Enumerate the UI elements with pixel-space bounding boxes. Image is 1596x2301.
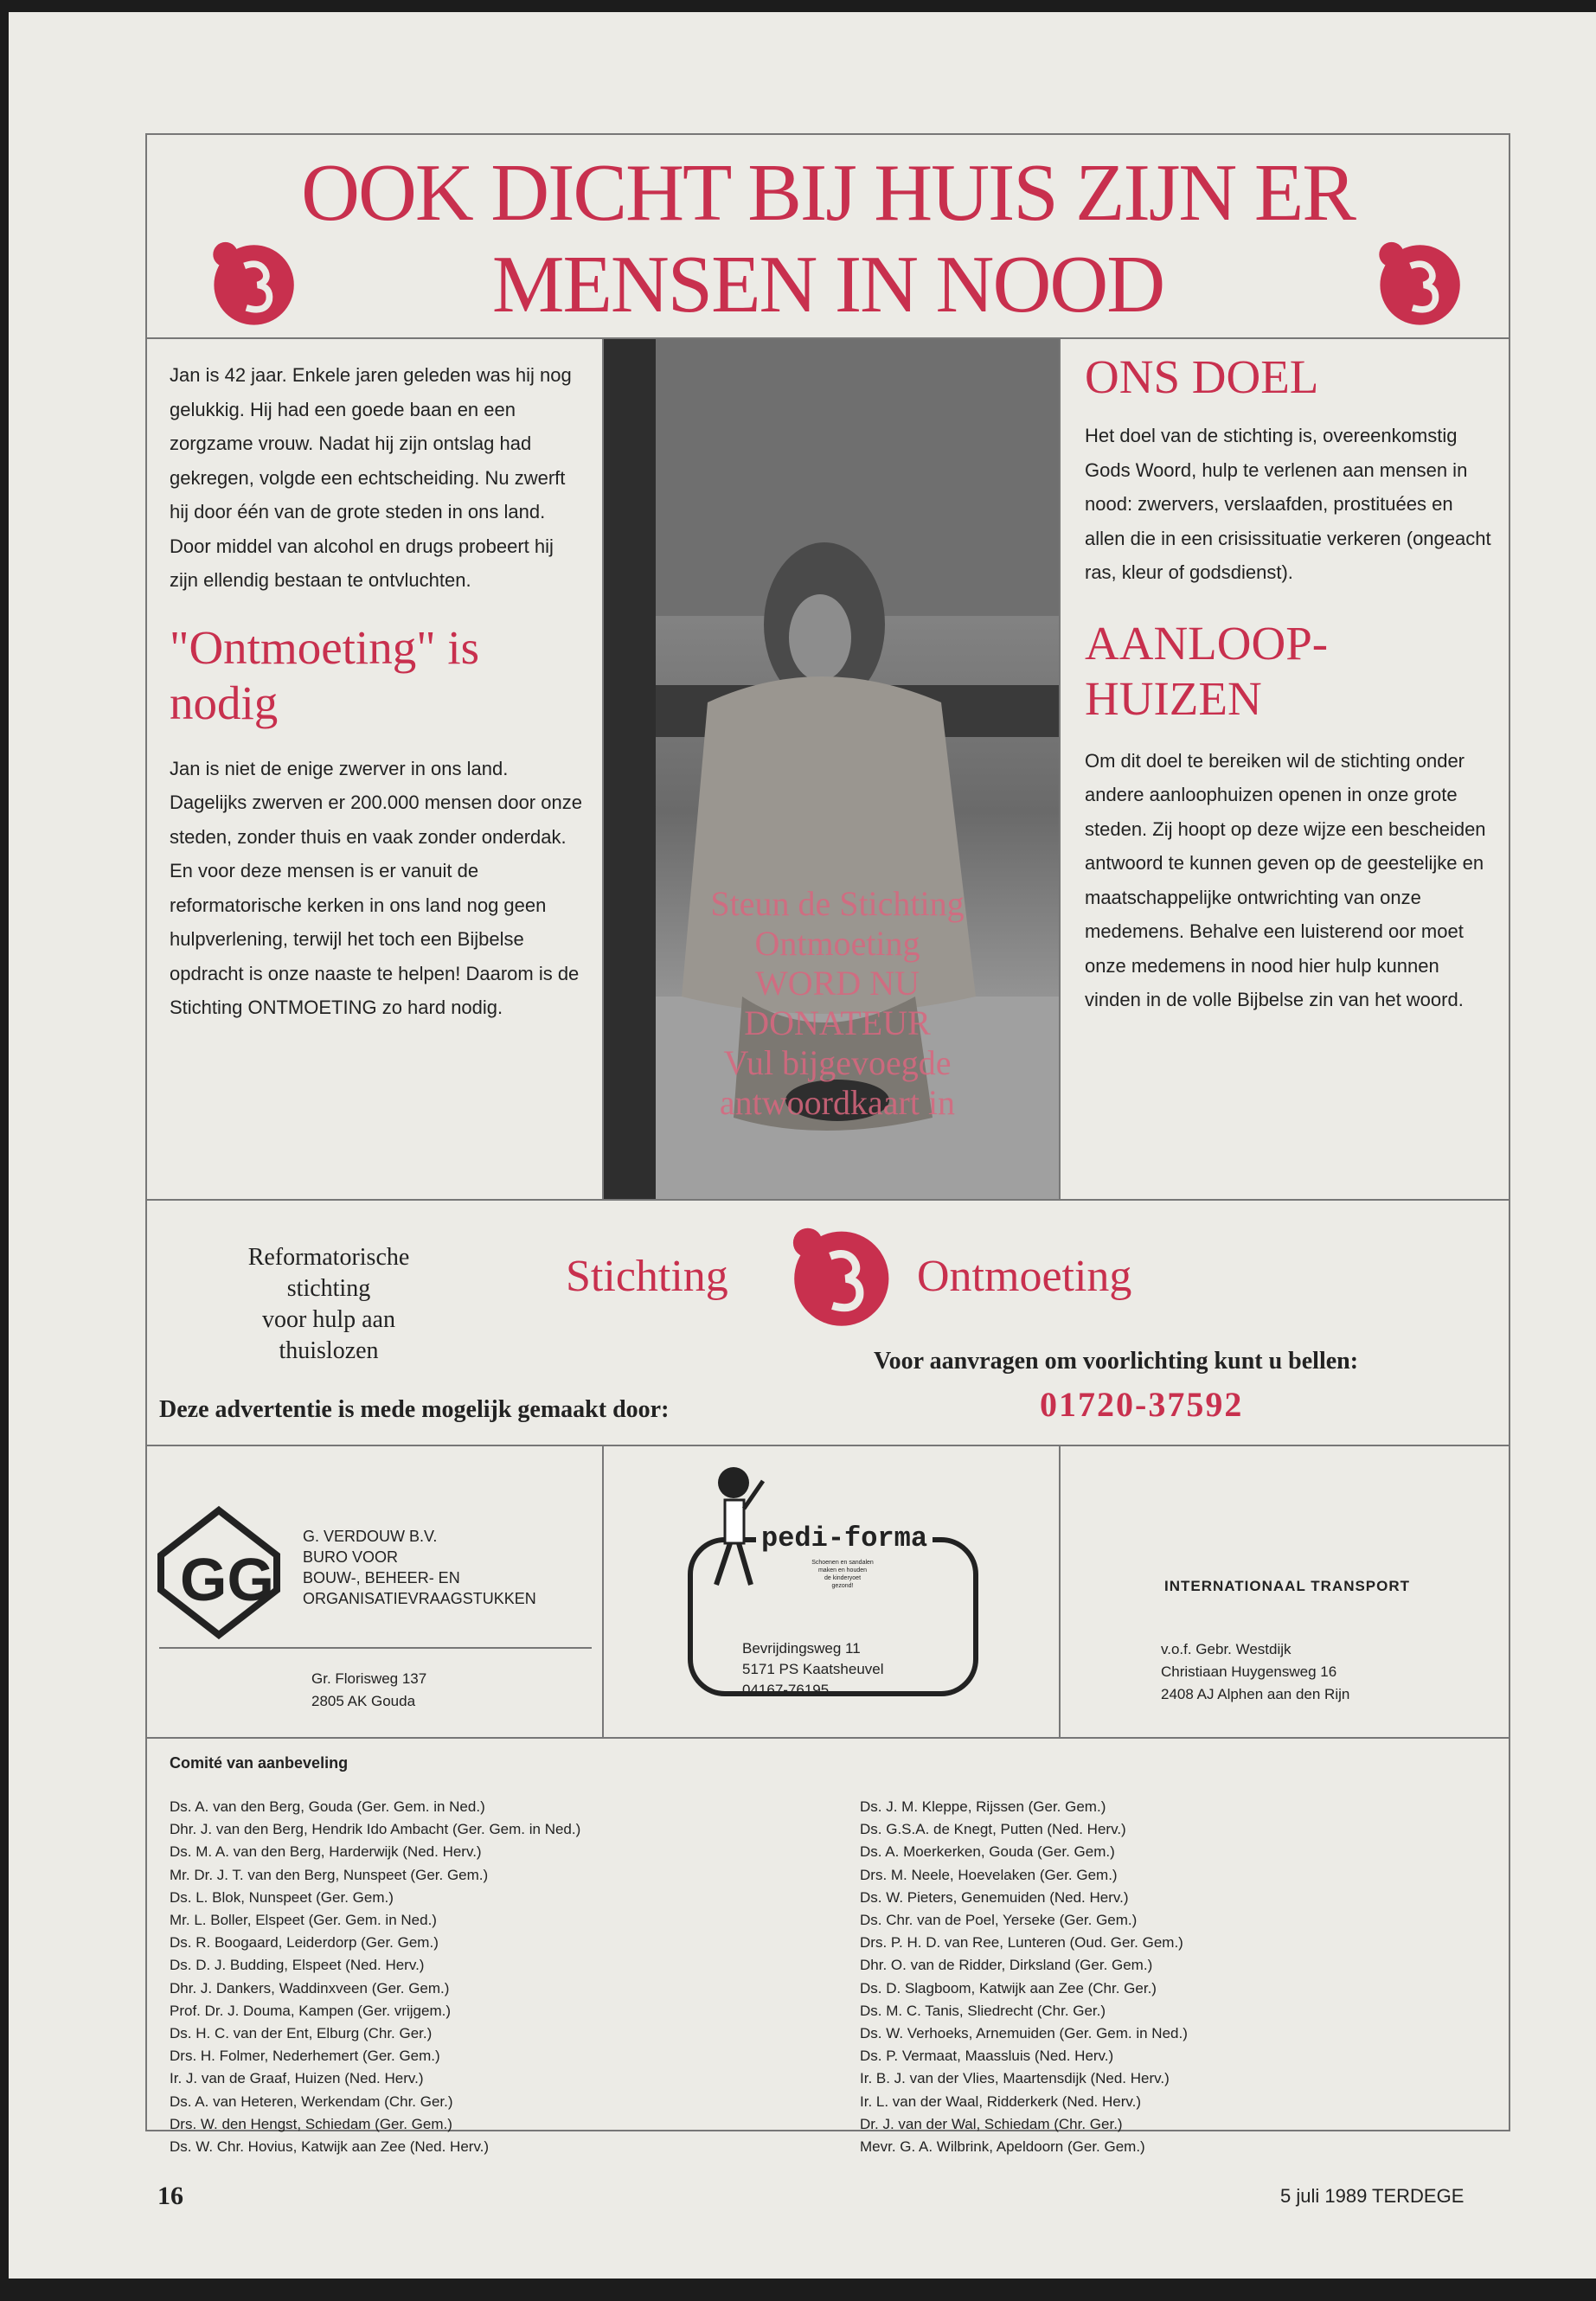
list-item: Ir. J. van de Graaf, Huizen (Ned. Herv.) (170, 2070, 424, 2087)
list-item: Ds. L. Blok, Nunspeet (Ger. Gem.) (170, 1888, 394, 1906)
left-column (147, 339, 604, 1199)
westdijk-address-line: Christiaan Huygensweg 16 (1161, 1663, 1337, 1680)
westdijk-address-line: 2408 AJ Alphen aan den Rijn (1161, 1686, 1350, 1702)
photo-column (604, 339, 1061, 1199)
tagline (199, 1242, 458, 1367)
list-item: Ds. Chr. van de Poel, Yerseke (Ger. Gem.) (860, 1912, 1138, 1929)
tagline-line: Reformatorische (247, 1244, 410, 1271)
list-item: Ds. R. Boogaard, Leiderdorp (Ger. Gem.) (170, 1934, 439, 1952)
sponsored-by: Deze advertentie is mede mogelijk gemaakt door: (159, 1396, 670, 1423)
ontmoeting-heading: "Ontmoeting" is nodig (170, 620, 480, 729)
magazine-page (9, 12, 1596, 2279)
info-line: Voor aanvragen om voorlichting kunt u bellen: (874, 1348, 1359, 1375)
overlay-line: Vul bijgevoegde (723, 1043, 952, 1082)
verdouw-name-line: BURO VOOR (303, 1548, 399, 1566)
list-item: Dr. J. van der Wal, Schiedam (Chr. Ger.) (860, 2115, 1123, 2132)
divider (159, 1647, 592, 1649)
verdouw-name-line: ORGANISATIEVRAAGSTUKKEN (303, 1590, 536, 1607)
ontmoeting-body: Jan is niet de enige zwerver in ons land. Dagelijks zwerven er 200.000 mensen door onze steden, zonder thuis en vaak zonder onderdak. En voor deze mensen is er vanuit de reformatorische kerken in ons land nog geen hulpverlening, terwijl het toch een Bijbelse opdracht is onze naaste te helpen! Daarom is de Stichting ONTMOETING zo hard nodig. (170, 757, 582, 1018)
westdijk-title: INTERNATIONAAL TRANSPORT (1164, 1578, 1411, 1594)
list-item: Ds. A. Moerkerken, Gouda (Ger. Gem.) (860, 1843, 1115, 1861)
list-item: Dhr. J. Dankers, Waddinxveen (Ger. Gem.) (170, 1979, 450, 1997)
list-item: Drs. P. H. D. van Ree, Lunteren (Oud. Ger. Gem.) (860, 1934, 1183, 1952)
overlay-line: antwoordkaart in (719, 1083, 956, 1122)
list-item: Ds. A. van Heteren, Werkendam (Chr. Ger.) (170, 2093, 453, 2110)
comite-title: Comité van aanbeveling (170, 1754, 349, 1772)
list-item: Drs. H. Folmer, Nederhemert (Ger. Gem.) (170, 2048, 440, 2065)
issue-info: 5 juli 1989 TERDEGE (1280, 2185, 1465, 2207)
tagline-line: thuislozen (279, 1337, 379, 1364)
pedi-address-line: 5171 PS Kaatsheuvel (742, 1661, 884, 1677)
verdouw-name-line: BOUW-, BEHEER- EN (303, 1569, 460, 1586)
tagline-line: stichting (286, 1275, 371, 1302)
advertisement (145, 133, 1510, 2156)
list-item: Prof. Dr. J. Douma, Kampen (Ger. vrijgem.) (170, 2002, 451, 2019)
list-item: Mr. Dr. J. T. van den Berg, Nunspeet (Ger. Gem.) (170, 1866, 489, 1883)
sponsor-pedi-forma (604, 1446, 1061, 1737)
brand-word-stichting: Stichting (566, 1252, 728, 1301)
headline (147, 147, 1509, 330)
verdouw-address-line: 2805 AK Gouda (311, 1693, 416, 1709)
list-item: Ds. D. Slagboom, Katwijk aan Zee (Chr. Ger.) (860, 1979, 1157, 1997)
pedi-slogan-line: de kinderyoet (824, 1575, 862, 1581)
list-item: Ds. D. J. Budding, Elspeet (Ned. Herv.) (170, 1957, 425, 1974)
list-item: Dhr. J. van den Berg, Hendrik Ido Ambacht (Ger. Gem. in Ned.) (170, 1821, 581, 1838)
list-item: Mr. L. Boller, Elspeet (Ger. Gem. in Ned.) (170, 1912, 437, 1929)
ontmoeting-logo-icon (201, 234, 296, 329)
list-item: Ds. W. Pieters, Genemuiden (Ned. Herv.) (860, 1888, 1129, 1906)
verdouw-name (303, 1526, 536, 1609)
sponsor-westdijk (1061, 1446, 1509, 1737)
list-item: Drs. W. den Hengst, Schiedam (Ger. Gem.) (170, 2115, 452, 2132)
pedi-address-line: Bevrijdingsweg 11 (742, 1640, 861, 1657)
list-item: Ir. L. van der Waal, Ridderkerk (Ned. Herv.) (860, 2093, 1141, 2110)
ontmoeting-logo-icon (1367, 234, 1462, 329)
pedi-forma-logo: pedi-forma (756, 1522, 933, 1554)
list-item: Dhr. O. van de Ridder, Dirksland (Ger. Gem.) (860, 1957, 1153, 1974)
right-column (1061, 339, 1509, 1199)
sponsor-verdouw (147, 1446, 604, 1737)
westdijk-address (1161, 1638, 1349, 1706)
comite-list-left (170, 1796, 580, 2158)
comite-list-right (860, 1796, 1188, 2158)
list-item: Ds. H. C. van der Ent, Elburg (Chr. Ger.) (170, 2025, 433, 2042)
pedi-slogan (782, 1559, 903, 1590)
pedi-address-line: 04167-76195 (742, 1682, 830, 1698)
headline-block (147, 135, 1509, 339)
list-item: Ds. P. Vermaat, Maassluis (Ned. Herv.) (860, 2048, 1114, 2065)
overlay-line: Steun de Stichting (710, 884, 965, 923)
ons-doel-heading: ONS DOEL (1085, 350, 1319, 403)
ontmoeting-logo-icon (779, 1218, 891, 1330)
westdijk-address-line: v.o.f. Gebr. Westdijk (1161, 1641, 1292, 1657)
tagline-line: voor hulp aan (262, 1306, 395, 1333)
pedi-slogan-line: Schoenen en sandalen (811, 1560, 874, 1566)
comite-section (147, 1739, 1509, 2156)
brand-word-ontmoeting: Ontmoeting (917, 1252, 1132, 1301)
overlay-line: WORD NU (755, 964, 920, 1003)
phone-number: 01720-37592 (1040, 1385, 1244, 1424)
list-item: Ds. A. van den Berg, Gouda (Ger. Gem. in Ned.) (170, 1798, 485, 1815)
gg-logo-icon (154, 1503, 284, 1642)
brand-band (147, 1199, 1509, 1445)
aanloophuizen-heading: AANLOOP-HUIZEN (1085, 616, 1329, 725)
pedi-slogan-line: gezond! (831, 1583, 854, 1589)
list-item: Ds. W. Chr. Hovius, Katwijk aan Zee (Ned. Herv.) (170, 2138, 490, 2156)
photo-overlay-text (673, 884, 1002, 1123)
list-item: Ds. J. M. Kleppe, Rijssen (Ger. Gem.) (860, 1798, 1106, 1815)
verdouw-address-line: Gr. Florisweg 137 (311, 1670, 427, 1687)
list-item: Ds. W. Verhoeks, Arnemuiden (Ger. Gem. in Ned.) (860, 2025, 1188, 2042)
list-item: Ds. M. A. van den Berg, Harderwijk (Ned. Herv.) (170, 1843, 482, 1861)
sponsors-row (147, 1445, 1509, 1739)
pedi-address (742, 1638, 884, 1701)
list-item: Mevr. G. A. Wilbrink, Apeldoorn (Ger. Gem.) (860, 2138, 1145, 2156)
page-number: 16 (157, 2182, 183, 2210)
overlay-line: DONATEUR (744, 1003, 931, 1042)
aanloophuizen-body: Om dit doel te bereiken wil de stichting onder andere aanloophuizen openen in onze grote steden. Zij hoopt op deze wijze een bescheiden antwoord te kunnen geven op de geestelijke en maatschappelijke ontwrichting van onze medemens. Behalve een luisterend oor moet onze medemens in nood hier hulp kunnen vinden in de volle Bijbelse zin van het woord. (1085, 749, 1486, 1010)
list-item: Drs. M. Neele, Hoevelaken (Ger. Gem.) (860, 1866, 1118, 1883)
list-item: Ir. B. J. van der Vlies, Maartensdijk (Ned. Herv.) (860, 2070, 1170, 2087)
list-item: Ds. G.S.A. de Knegt, Putten (Ned. Herv.) (860, 1821, 1126, 1838)
svg-text:GG: GG (180, 1546, 274, 1613)
intro-text: Jan is 42 jaar. Enkele jaren geleden was hij nog gelukkig. Hij had een goede baan en een zorgzame vrouw. Nadat hij zijn ontslag had gekregen, volgde een echtscheiding. Nu zwerft hij door één van de grote steden in ons land. Door middel van alcohol en drugs probeert hij zijn ellendig bestaan te ontvluchten. (170, 364, 572, 591)
list-item: Ds. M. C. Tanis, Sliedrecht (Chr. Ger.) (860, 2002, 1106, 2019)
verdouw-name-line: G. VERDOUW B.V. (303, 1528, 438, 1545)
ons-doel-body: Het doel van de stichting is, overeenkomstig Gods Woord, hulp te verlenen aan mensen in nood: zwervers, verslaafden, prostituées en allen die in een crisissituatie verkeren (ongeacht ras, kleur of godsdienst). (1085, 425, 1491, 583)
verdouw-address (311, 1668, 426, 1713)
headline-line-2: MENSEN IN NOOD (491, 240, 1164, 330)
headline-line-1: OOK DICHT BIJ HUIS ZIJN ER (301, 148, 1355, 238)
overlay-line: Ontmoeting (754, 924, 920, 963)
pedi-slogan-line: maken en houden (817, 1567, 868, 1574)
